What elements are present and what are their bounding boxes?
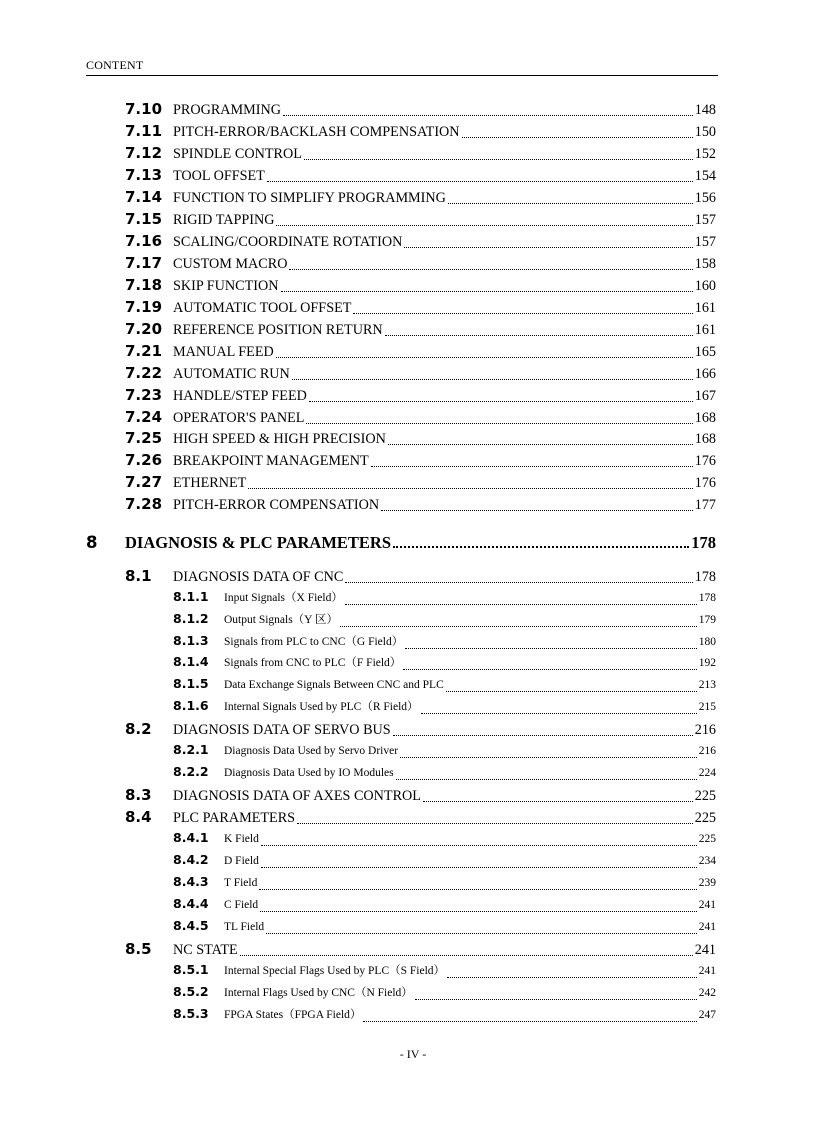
toc-entry-page: 225 [694,788,716,804]
toc-entry-page: 161 [694,300,716,316]
toc-entry-page: 157 [694,234,716,250]
toc-entry-8[interactable] [86,533,716,553]
toc-entry-7-18[interactable] [125,276,716,296]
toc-entry-number: 7.14 [125,188,163,206]
toc-entry-title: Diagnosis Data Used by IO Modules [224,767,394,779]
toc-entry-7-23[interactable] [125,386,716,406]
toc-entry-number: 7.13 [125,166,163,184]
toc-entry-title: AUTOMATIC TOOL OFFSET [173,300,352,316]
toc-entry-number: 8.1.6 [173,698,209,713]
toc-entry-number: 7.26 [125,451,163,469]
toc-entry-8-4-4[interactable] [173,896,716,916]
toc-leader-dots [393,735,693,736]
toc-entry-7-20[interactable] [125,320,716,340]
toc-entry-page: 158 [694,256,716,272]
toc-leader-dots [240,955,693,956]
toc-entry-8-3[interactable] [125,786,716,806]
toc-entry-8-5-1[interactable] [173,962,716,982]
toc-entry-number: 8.1.1 [173,589,209,604]
toc-leader-dots [388,444,693,445]
toc-entry-8-2-2[interactable] [173,764,716,784]
toc-leader-dots [283,115,693,116]
toc-entry-title: Output Signals（Y 区） [224,614,338,626]
toc-entry-number: 7.21 [125,342,163,360]
toc-entry-7-17[interactable] [125,254,716,274]
toc-entry-number: 8.2 [125,720,152,738]
toc-leader-dots [276,225,692,226]
toc-entry-number: 8.4.4 [173,896,209,911]
toc-entry-8-5-2[interactable] [173,984,716,1004]
toc-entry-title: RIGID TAPPING [173,212,275,228]
toc-entry-page: 176 [694,475,716,491]
toc-entry-number: 8.1.5 [173,676,209,691]
toc-entry-page: 234 [698,855,716,867]
toc-entry-7-21[interactable] [125,342,716,362]
toc-entry-page: 176 [694,453,716,469]
toc-entry-8-1-5[interactable] [173,676,716,696]
toc-entry-title: DIAGNOSIS DATA OF SERVO BUS [173,722,391,738]
toc-leader-dots [306,423,692,424]
toc-leader-dots [261,867,697,868]
toc-leader-dots [289,269,692,270]
toc-entry-number: 8.5.3 [173,1006,209,1021]
toc-entry-number: 7.22 [125,364,163,382]
toc-entry-7-16[interactable] [125,232,716,252]
toc-entry-page: 166 [694,366,716,382]
toc-leader-dots [404,247,692,248]
toc-entry-page: 224 [698,767,716,779]
toc-entry-number: 8 [86,533,98,552]
toc-entry-title: Internal Signals Used by PLC（R Field） [224,701,419,713]
toc-entry-title: CUSTOM MACRO [173,256,288,272]
toc-entry-title: PITCH-ERROR COMPENSATION [173,497,380,513]
toc-leader-dots [345,604,697,605]
toc-entry-page: 161 [694,322,716,338]
toc-entry-8-4-1[interactable] [173,830,716,850]
toc-leader-dots [396,779,697,780]
toc-entry-page: 177 [694,497,716,513]
toc-entry-title: D Field [224,855,259,867]
toc-entry-number: 7.15 [125,210,163,228]
toc-entry-title: T Field [224,877,258,889]
toc-entry-number: 7.23 [125,386,163,404]
toc-leader-dots [363,1021,696,1022]
toc-entry-number: 7.11 [125,122,163,140]
toc-entry-page: 239 [698,877,716,889]
toc-entry-title: SCALING/COORDINATE ROTATION [173,234,403,250]
toc-entry-page: 241 [694,942,716,958]
toc-leader-dots [345,582,692,583]
toc-entry-title: NC STATE [173,942,238,958]
toc-entry-8-2[interactable] [125,720,716,740]
toc-entry-number: 7.18 [125,276,163,294]
toc-leader-dots [421,713,697,714]
toc-entry-page: 241 [698,899,716,911]
toc-entry-title: REFERENCE POSITION RETURN [173,322,383,338]
toc-entry-number: 7.28 [125,495,163,513]
toc-entry-number: 8.4 [125,808,152,826]
toc-entry-number: 7.24 [125,408,163,426]
toc-entry-title: DIAGNOSIS & PLC PARAMETERS [125,533,392,552]
toc-leader-dots [393,546,689,548]
toc-entry-title: ETHERNET [173,475,247,491]
toc-entry-page: 178 [691,533,716,552]
toc-entry-title: TL Field [224,921,265,933]
toc-entry-title: FPGA States（FPGA Field） [224,1009,362,1021]
toc-entry-7-28[interactable] [125,495,716,515]
toc-entry-page: 165 [694,344,716,360]
toc-entry-8-4[interactable] [125,808,716,828]
page-header: CONTENT [86,58,718,76]
toc-entry-page: 225 [698,833,716,845]
toc-entry-7-24[interactable] [125,408,716,428]
toc-entry-number: 7.16 [125,232,163,250]
toc-leader-dots [292,379,693,380]
toc-entry-number: 8.1 [125,567,152,585]
toc-leader-dots [405,648,697,649]
toc-leader-dots [248,488,692,489]
toc-entry-title: DIAGNOSIS DATA OF CNC [173,569,344,585]
toc-entry-number: 7.17 [125,254,163,272]
toc-entry-7-11[interactable] [125,122,716,142]
toc-entry-page: 241 [698,965,716,977]
toc-entry-page: 152 [694,146,716,162]
toc-entry-title: OPERATOR'S PANEL [173,410,305,426]
toc-entry-number: 8.1.4 [173,654,209,669]
toc-leader-dots [267,181,693,182]
toc-entry-title: FUNCTION TO SIMPLIFY PROGRAMMING [173,190,446,206]
toc-entry-8-1[interactable] [125,567,716,587]
toc-entry-title: HIGH SPEED & HIGH PRECISION [173,431,386,447]
toc-leader-dots [447,977,697,978]
toc-entry-title: HANDLE/STEP FEED [173,388,307,404]
toc-leader-dots [400,757,697,758]
toc-leader-dots [297,823,693,824]
toc-leader-dots [276,357,693,358]
toc-leader-dots [446,691,697,692]
toc-entry-7-14[interactable] [125,188,716,208]
toc-entry-number: 7.20 [125,320,163,338]
toc-entry-8-5[interactable] [125,940,716,960]
toc-entry-number: 8.5.2 [173,984,209,999]
toc-leader-dots [353,313,692,314]
toc-entry-title: Diagnosis Data Used by Servo Driver [224,745,399,757]
toc-leader-dots [415,999,697,1000]
toc-leader-dots [371,466,693,467]
toc-entry-7-26[interactable] [125,451,716,471]
toc-entry-page: 178 [694,569,716,585]
toc-leader-dots [281,291,693,292]
toc-entry-title: K Field [224,833,259,845]
toc-entry-8-1-3[interactable] [173,633,716,653]
toc-entry-number: 8.4.3 [173,874,209,889]
toc-entry-8-1-2[interactable] [173,611,716,631]
toc-entry-title: AUTOMATIC RUN [173,366,290,382]
toc-entry-title: BREAKPOINT MANAGEMENT [173,453,369,469]
toc-leader-dots [381,510,693,511]
toc-leader-dots [259,889,696,890]
toc-leader-dots [340,626,697,627]
toc-entry-number: 8.4.2 [173,852,209,867]
toc-entry-page: 215 [698,701,716,713]
toc-entry-title: SKIP FUNCTION [173,278,279,294]
toc-entry-8-5-3[interactable] [173,1006,716,1026]
toc-entry-page: 179 [698,614,716,626]
toc-entry-8-4-3[interactable] [173,874,716,894]
toc-entry-7-10[interactable] [125,100,716,120]
toc-entry-title: Data Exchange Signals Between CNC and PLC [224,679,444,691]
toc-entry-page: 156 [694,190,716,206]
toc-entry-7-15[interactable] [125,210,716,230]
toc-entry-8-4-5[interactable] [173,918,716,938]
toc-entry-number: 8.2.2 [173,764,209,779]
toc-entry-title: SPINDLE CONTROL [173,146,302,162]
page-number: - IV - [399,1047,427,1061]
toc-entry-title: PROGRAMMING [173,102,281,118]
toc-entry-number: 8.4.5 [173,918,209,933]
toc-entry-7-25[interactable] [125,429,716,449]
toc-entry-8-1-4[interactable] [173,654,716,674]
toc-entry-title: MANUAL FEED [173,344,274,360]
toc-entry-page: 154 [694,168,716,184]
toc-entry-title: Internal Special Flags Used by PLC（S Field） [224,965,446,977]
toc-leader-dots [266,933,697,934]
toc-entry-number: 7.12 [125,144,163,162]
toc-entry-7-22[interactable] [125,364,716,384]
toc-leader-dots [403,669,696,670]
toc-entry-number: 8.5.1 [173,962,209,977]
toc-entry-page: 157 [694,212,716,228]
toc-entry-7-27[interactable] [125,473,716,493]
toc-entry-number: 8.1.3 [173,633,209,648]
toc-entry-8-2-1[interactable] [173,742,716,762]
toc-entry-title: PLC PARAMETERS [173,810,296,826]
toc-entry-title: DIAGNOSIS DATA OF AXES CONTROL [173,788,421,804]
toc-entry-7-19[interactable] [125,298,716,318]
toc-entry-page: 213 [698,679,716,691]
toc-entry-page: 225 [694,810,716,826]
toc-entry-page: 160 [694,278,716,294]
toc-entry-title: C Field [224,899,259,911]
toc-leader-dots [304,159,693,160]
toc-entry-page: 192 [698,657,716,669]
toc-entry-8-1-1[interactable] [173,589,716,609]
toc-entry-number: 8.3 [125,786,152,804]
toc-entry-number: 7.25 [125,429,163,447]
toc-entry-7-13[interactable] [125,166,716,186]
toc-leader-dots [385,335,693,336]
toc-entry-title: Signals from CNC to PLC（F Field） [224,657,402,669]
toc-entry-title: TOOL OFFSET [173,168,265,184]
toc-entry-title: Internal Flags Used by CNC（N Field） [224,987,413,999]
toc-entry-number: 7.27 [125,473,163,491]
toc-leader-dots [261,845,697,846]
toc-entry-number: 8.1.2 [173,611,209,626]
toc-entry-page: 178 [698,592,716,604]
toc-entry-number: 8.4.1 [173,830,209,845]
toc-leader-dots [309,401,693,402]
toc-entry-page: 241 [698,921,716,933]
toc-leader-dots [462,137,693,138]
toc-entry-page: 167 [694,388,716,404]
toc-entry-page: 247 [698,1009,716,1021]
toc-leader-dots [448,203,693,204]
toc-entry-page: 242 [698,987,716,999]
toc-entry-7-12[interactable] [125,144,716,164]
toc-entry-8-1-6[interactable] [173,698,716,718]
toc-entry-page: 168 [694,410,716,426]
toc-leader-dots [423,801,693,802]
toc-entry-number: 7.10 [125,100,163,118]
toc-entry-page: 216 [694,722,716,738]
toc-entry-page: 180 [698,636,716,648]
toc-entry-page: 168 [694,431,716,447]
toc-entry-page: 148 [694,102,716,118]
toc-entry-number: 7.19 [125,298,163,316]
toc-entry-title: Input Signals（X Field） [224,592,343,604]
toc-leader-dots [260,911,697,912]
toc-entry-number: 8.2.1 [173,742,209,757]
toc-entry-title: PITCH-ERROR/BACKLASH COMPENSATION [173,124,460,140]
toc-entry-8-4-2[interactable] [173,852,716,872]
toc-entry-page: 216 [698,745,716,757]
toc-entry-page: 150 [694,124,716,140]
toc-entry-title: Signals from PLC to CNC（G Field） [224,636,404,648]
toc-entry-number: 8.5 [125,940,152,958]
